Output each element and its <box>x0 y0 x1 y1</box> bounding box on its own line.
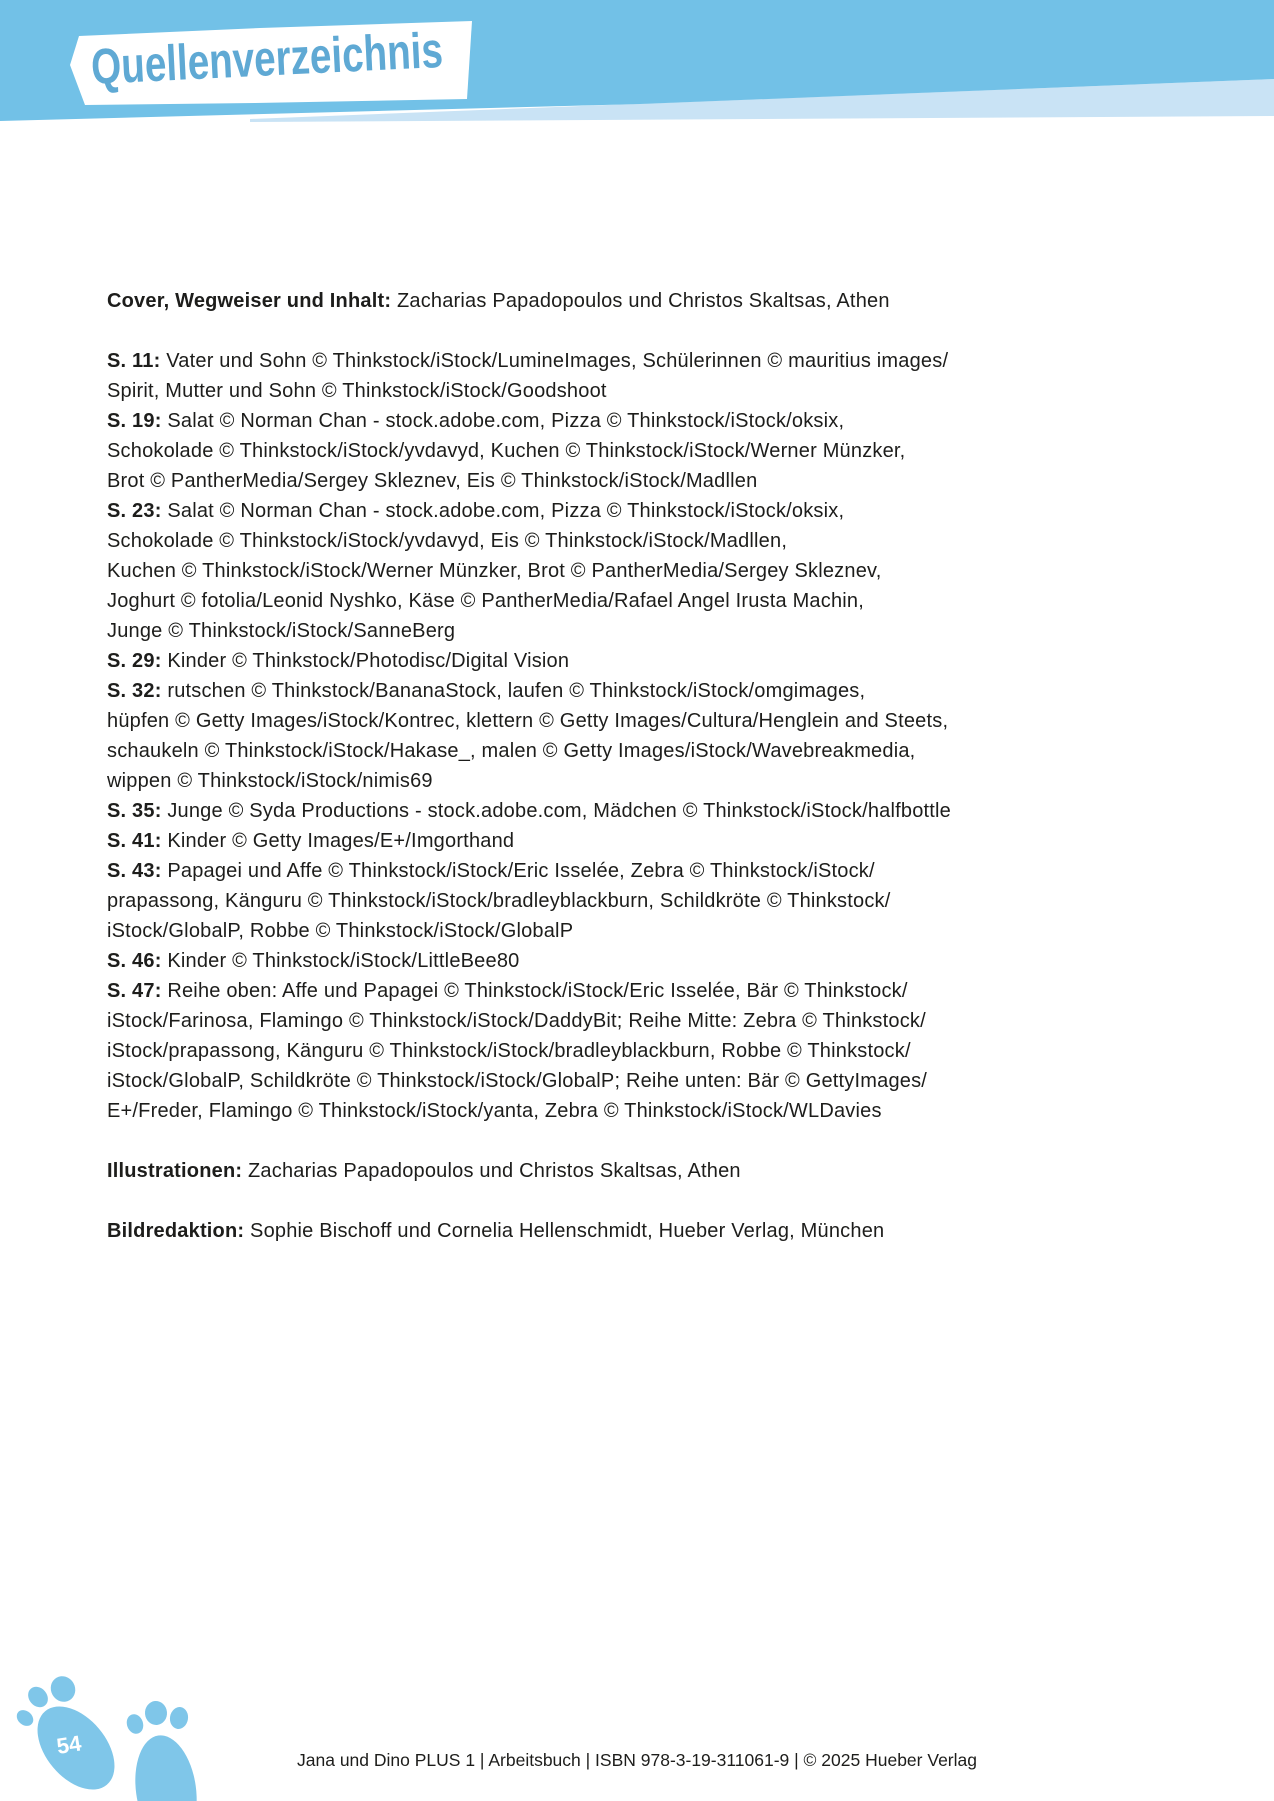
credit-line <box>107 856 1217 886</box>
credit-text: iStock/GlobalP, Robbe © Thinkstock/iStock/GlobalP <box>107 920 574 942</box>
credit-text: prapassong, Känguru © Thinkstock/iStock/bradleyblackburn, Schildkröte © Thinkstock/ <box>107 890 891 912</box>
credit-line <box>107 736 1217 766</box>
credit-text: Junge © Thinkstock/iStock/SanneBerg <box>107 620 456 642</box>
credit-spacer <box>107 316 1217 346</box>
credit-line <box>107 406 1217 436</box>
credit-label: Bildredaktion: <box>107 1220 245 1242</box>
credit-text: Joghurt © fotolia/Leonid Nyshko, Käse © PantherMedia/Rafael Angel Irusta Machin, <box>107 590 864 612</box>
credit-line <box>107 676 1217 706</box>
credit-line <box>107 916 1217 946</box>
credit-text: iStock/prapassong, Känguru © Thinkstock/iStock/bradleyblackburn, Robbe © Thinkstock/ <box>107 1040 911 1062</box>
credit-text: Papagei und Affe © Thinkstock/iStock/Eric Isselée, Zebra © Thinkstock/iStock/ <box>167 860 875 882</box>
credit-line <box>107 886 1217 916</box>
credit-label: S. 11: <box>107 350 161 372</box>
credit-line <box>107 706 1217 736</box>
credit-line <box>107 586 1217 616</box>
credit-label: S. 35: <box>107 800 162 822</box>
credit-text: Sophie Bischoff und Cornelia Hellenschmidt, Hueber Verlag, München <box>250 1220 885 1242</box>
imprint-line: Jana und Dino PLUS 1 | Arbeitsbuch | ISBN 978-3-19-311061-9 | © 2025 Hueber Verlag <box>297 1750 977 1770</box>
credit-text: Zacharias Papadopoulos und Christos Skaltsas, Athen <box>248 1160 741 1182</box>
credit-label: Cover, Wegweiser und Inhalt: <box>107 290 392 312</box>
credits-list <box>107 286 1217 1246</box>
credit-text: Schokolade © Thinkstock/iStock/yvdavyd, Kuchen © Thinkstock/iStock/Werner Münzker, <box>107 440 906 462</box>
credit-text: iStock/GlobalP, Schildkröte © Thinkstock/iStock/GlobalP; Reihe unten: Bär © GettyImages/ <box>107 1070 928 1092</box>
credit-line <box>107 496 1217 526</box>
credit-line <box>107 1036 1217 1066</box>
footer-footprints <box>0 1660 240 1801</box>
credit-line <box>107 376 1217 406</box>
credit-line <box>107 466 1217 496</box>
page-number: 54 <box>54 1730 83 1759</box>
credit-text: Salat © Norman Chan - stock.adobe.com, Pizza © Thinkstock/iStock/oksix, <box>167 500 845 522</box>
credit-line <box>107 946 1217 976</box>
credit-text: iStock/Farinosa, Flamingo © Thinkstock/iStock/DaddyBit; Reihe Mitte: Zebra © Thinkstock/ <box>107 1010 926 1032</box>
credit-line <box>107 1216 1217 1246</box>
credit-line <box>107 1156 1217 1186</box>
page-header <box>0 0 1274 135</box>
credit-text: Salat © Norman Chan - stock.adobe.com, Pizza © Thinkstock/iStock/oksix, <box>167 410 845 432</box>
credit-text: Kuchen © Thinkstock/iStock/Werner Münzker, Brot © PantherMedia/Sergey Skleznev, <box>107 560 882 582</box>
credit-text: rutschen © Thinkstock/BananaStock, laufen © Thinkstock/iStock/omgimages, <box>167 680 866 702</box>
credit-text: schaukeln © Thinkstock/iStock/Hakase_, malen © Getty Images/iStock/Wavebreakmedia, <box>107 740 916 762</box>
credit-line <box>107 286 1217 316</box>
footprint-left-icon <box>14 1672 130 1801</box>
credit-text: hüpfen © Getty Images/iStock/Kontrec, klettern © Getty Images/Cultura/Henglein and Steets, <box>107 710 949 732</box>
credit-spacer <box>107 1186 1217 1216</box>
credit-line <box>107 526 1217 556</box>
credit-text: Reihe oben: Affe und Papagei © Thinkstock/iStock/Eric Isselée, Bär © Thinkstock/ <box>167 980 908 1002</box>
credit-text: Spirit, Mutter und Sohn © Thinkstock/iStock/Goodshoot <box>107 380 607 402</box>
page-title: Quellenverzeichnis <box>89 16 548 95</box>
credit-label: S. 19: <box>107 410 162 432</box>
credit-text: Kinder © Getty Images/E+/Imgorthand <box>167 830 515 852</box>
credit-label: S. 43: <box>107 860 162 882</box>
credit-label: S. 41: <box>107 830 162 852</box>
credit-line <box>107 976 1217 1006</box>
credit-line <box>107 766 1217 796</box>
credit-text: Kinder © Thinkstock/iStock/LittleBee80 <box>167 950 520 972</box>
credit-text: Kinder © Thinkstock/Photodisc/Digital Vision <box>167 650 570 672</box>
credit-line <box>107 646 1217 676</box>
credit-text: wippen © Thinkstock/iStock/nimis69 <box>107 770 433 792</box>
credit-spacer <box>107 1126 1217 1156</box>
credit-label: S. 46: <box>107 950 162 972</box>
credit-line <box>107 556 1217 586</box>
credit-text: Junge © Syda Productions - stock.adobe.com, Mädchen © Thinkstock/iStock/halfbottle <box>167 800 952 822</box>
credit-label: S. 29: <box>107 650 162 672</box>
credit-line <box>107 616 1217 646</box>
credit-text: Brot © PantherMedia/Sergey Skleznev, Eis © Thinkstock/iStock/Madllen <box>107 470 758 492</box>
credit-label: S. 23: <box>107 500 162 522</box>
credit-line <box>107 1066 1217 1096</box>
credit-line <box>107 1006 1217 1036</box>
credit-label: S. 32: <box>107 680 162 702</box>
credit-line <box>107 436 1217 466</box>
credit-text: Zacharias Papadopoulos und Christos Skaltsas, Athen <box>396 290 890 312</box>
credit-text: Vater und Sohn © Thinkstock/iStock/LumineImages, Schülerinnen © mauritius images/ <box>166 350 949 372</box>
credit-label: Illustrationen: <box>107 1160 243 1182</box>
credit-line <box>107 346 1217 376</box>
credit-line <box>107 796 1217 826</box>
credit-line <box>107 1096 1217 1126</box>
credit-label: S. 47: <box>107 980 162 1002</box>
credit-line <box>107 826 1217 856</box>
credit-text: E+/Freder, Flamingo © Thinkstock/iStock/yanta, Zebra © Thinkstock/iStock/WLDavies <box>107 1100 882 1122</box>
credit-text: Schokolade © Thinkstock/iStock/yvdavyd, Eis © Thinkstock/iStock/Madllen, <box>107 530 788 552</box>
